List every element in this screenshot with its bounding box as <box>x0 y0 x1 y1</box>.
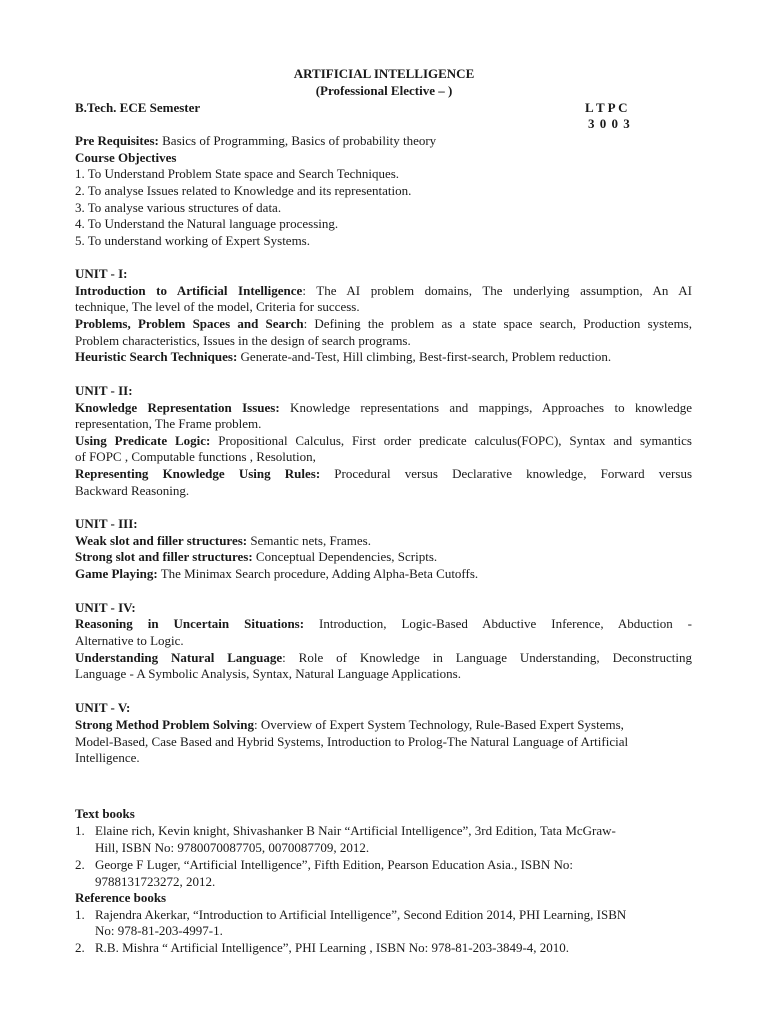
unit-2-topic-2 <box>75 433 692 449</box>
topic-text: Knowledge representations and mappings, Approaches to knowledge <box>279 400 693 415</box>
topic-label: Heuristic Search Techniques: <box>75 349 238 364</box>
topic-text: Problem characteristics, Issues in the design of search programs. <box>75 333 411 348</box>
unit-3-topic-1 <box>75 533 692 549</box>
reference-entry: R.B. Mishra “ Artificial Intelligence”, PHI Learning , ISBN No: 978-81-203-3849-4, 2010. <box>95 940 570 955</box>
unit-4-topic-1 <box>75 616 692 632</box>
topic-label: Reasoning in Uncertain Situations: <box>75 616 305 631</box>
list-number: 1. <box>75 823 85 838</box>
topic-text: Propositional Calculus, First order predicate calculus(FOPC), Syntax and symantics <box>210 433 692 448</box>
textbook-entry: 9788131723272, 2012. <box>95 874 216 889</box>
objective-item: 3. To analyse various structures of data. <box>75 200 282 215</box>
unit-2-heading: UNIT - II: <box>75 383 133 398</box>
topic-label: Problems, Problem Spaces and Search <box>75 316 304 331</box>
topic-label: Knowledge Representation Issues: <box>75 400 280 415</box>
reference-heading: Reference books <box>75 890 167 905</box>
topic-text: of FOPC , Computable functions , Resolution, <box>75 449 316 464</box>
topic-text: : The AI problem domains, The underlying assumption, An AI <box>302 283 692 298</box>
topic-text: The Minimax Search procedure, Adding Alpha-Beta Cutoffs. <box>157 566 479 581</box>
topic-text: representation, The Frame problem. <box>75 416 262 431</box>
list-number: 2. <box>75 857 85 872</box>
topic-text: Procedural versus Declarative knowledge, Forward versus <box>320 466 693 481</box>
topic-text: Introduction, Logic-Based Abductive Inference, Abduction - <box>304 616 692 631</box>
topic-text: : Overview of Expert System Technology, Rule-Based Expert Systems, <box>254 717 624 732</box>
unit-3-topic-3 <box>75 566 692 582</box>
unit-5-topic-1 <box>75 717 692 733</box>
list-number: 1. <box>75 907 85 922</box>
topic-label: Introduction to Artificial Intelligence <box>75 283 303 298</box>
objective-item: 1. To Understand Problem State space and Search Techniques. <box>75 166 400 181</box>
topic-label: Game Playing: <box>75 566 158 581</box>
textbook-entry: Elaine rich, Kevin knight, Shivashanker B Nair “Artificial Intelligence”, 3rd Edition, Tata McGraw- <box>95 823 616 838</box>
unit-2-topic-3 <box>75 466 692 482</box>
reference-entry: No: 978-81-203-4997-1. <box>95 923 223 938</box>
course-title: ARTIFICIAL INTELLIGENCE <box>293 66 475 81</box>
prereq-label: Pre Requisites: <box>75 133 159 148</box>
topic-label: Strong slot and filler structures: <box>75 549 253 564</box>
unit-1-topic-3 <box>75 349 692 365</box>
topic-text: Model-Based, Case Based and Hybrid Systems, Introduction to Prolog-The Natural Language of Artificial <box>75 734 629 749</box>
objective-item: 5. To understand working of Expert Systems. <box>75 233 310 248</box>
topic-text: : Defining the problem as a state space search, Production systems, <box>303 316 692 331</box>
program-semester: B.Tech. ECE Semester <box>75 100 201 115</box>
topic-text: Backward Reasoning. <box>75 483 190 498</box>
textbook-entry: George F Luger, “Artificial Intelligence”, Fifth Edition, Pearson Education Asia., ISBN No: <box>95 857 573 872</box>
objective-item: 4. To Understand the Natural language processing. <box>75 216 339 231</box>
unit-3-topic-2 <box>75 549 692 565</box>
prerequisites <box>75 133 692 149</box>
unit-4-heading: UNIT - IV: <box>75 600 136 615</box>
unit-3-heading: UNIT - III: <box>75 516 138 531</box>
unit-2-topic-1 <box>75 400 692 416</box>
unit-1-heading: UNIT - I: <box>75 266 128 281</box>
topic-text: Language - A Symbolic Analysis, Syntax, Natural Language Applications. <box>75 666 461 681</box>
course-subtitle: (Professional Elective – ) <box>315 83 453 98</box>
textbooks-heading: Text books <box>75 806 135 821</box>
unit-4-topic-2 <box>75 650 692 666</box>
objectives-heading: Course Objectives <box>75 150 177 165</box>
unit-1-topic-1 <box>75 283 692 299</box>
ltpc-values: 3 0 0 3 <box>588 116 631 131</box>
topic-label: Weak slot and filler structures: <box>75 533 248 548</box>
list-number: 2. <box>75 940 85 955</box>
textbook-entry: Hill, ISBN No: 9780070087705, 0070087709, 2012. <box>95 840 370 855</box>
topic-label: Understanding Natural Language <box>75 650 283 665</box>
objective-item: 2. To analyse Issues related to Knowledge and its representation. <box>75 183 412 198</box>
topic-text: technique, The level of the model, Criteria for success. <box>75 299 360 314</box>
topic-text: : Role of Knowledge in Language Understanding, Deconstructing <box>282 650 693 665</box>
topic-text: Semantic nets, Frames. <box>247 533 371 548</box>
topic-label: Using Predicate Logic: <box>75 433 211 448</box>
ltpc-label: L T P C <box>585 100 628 115</box>
topic-text: Conceptual Dependencies, Scripts. <box>252 549 438 564</box>
topic-text: Alternative to Logic. <box>75 633 184 648</box>
unit-5-heading: UNIT - V: <box>75 700 131 715</box>
topic-label: Representing Knowledge Using Rules: <box>75 466 321 481</box>
topic-text: Generate-and-Test, Hill climbing, Best-first-search, Problem reduction. <box>237 349 612 364</box>
topic-label: Strong Method Problem Solving <box>75 717 255 732</box>
unit-1-topic-2 <box>75 316 692 332</box>
reference-entry: Rajendra Akerkar, “Introduction to Artificial Intelligence”, Second Edition 2014, PHI Learning, ISBN <box>95 907 627 922</box>
topic-text: Intelligence. <box>75 750 140 765</box>
prereq-text: Basics of Programming, Basics of probability theory <box>162 133 437 148</box>
